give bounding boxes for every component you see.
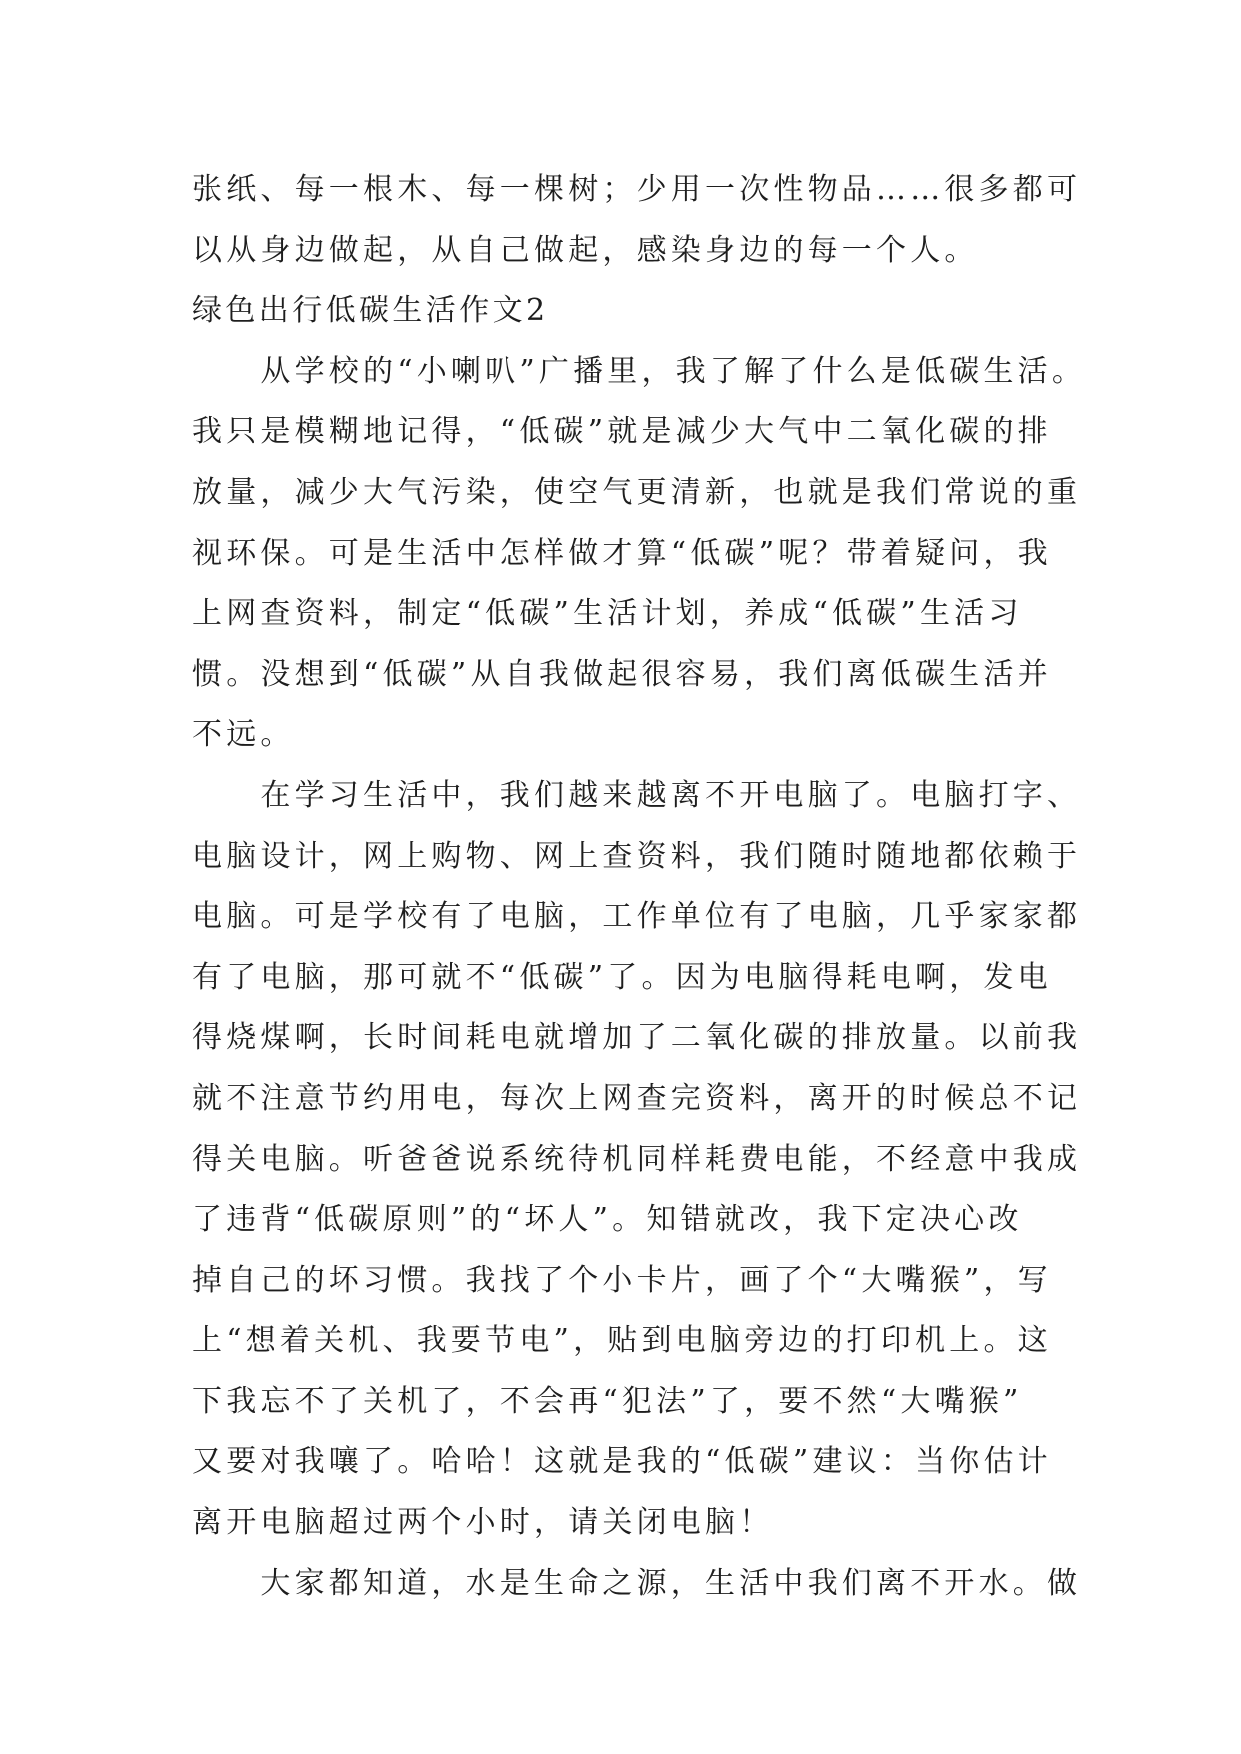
text-line: 得关电脑。听爸爸说系统待机同样耗费电能，不经意中我成 [192,1141,1082,1177]
text-line: 了违背“低碳原则”的“坏人”。知错就改，我下定决心改 [192,1202,1023,1238]
text-line: 就不注意节约用电，每次上网查完资料，离开的时候总不记 [192,1080,1082,1116]
paragraph-first-line: 从学校的“小喇叭”广播里，我了解了什么是低碳生活。 [192,353,1087,389]
document-body [192,160,1087,1614]
text-line: 得烧煤啊，长时间耗电就增加了二氧化碳的排放量。以前我 [192,1020,1082,1056]
text-line: 放量，减少大气污染，使空气更清新，也就是我们常说的重 [192,474,1082,510]
text-line: 有了电脑，那可就不“低碳”了。因为电脑得耗电啊，发电 [192,959,1052,995]
paragraph-first-line: 大家都知道，水是生命之源，生活中我们离不开水。做 [192,1565,1082,1601]
text-line: 电脑设计，网上购物、网上查资料，我们随时随地都依赖于 [192,838,1082,874]
text-line: 以从身边做起，从自己做起，感染身边的每一个人。 [192,232,979,268]
text-line: 又要对我嚷了。哈哈！这就是我的“低碳”建议：当你估计 [192,1444,1052,1480]
text-line: 张纸、每一根木、每一棵树；少用一次性物品……很多都可 [192,172,1082,207]
text-line: 不远。 [192,717,295,753]
text-line: 上“想着关机、我要节电”，贴到电脑旁边的打印机上。这 [192,1323,1052,1359]
text-line: 下我忘不了关机了，不会再“犯法”了，要不然“大嘴猴” [192,1383,1023,1419]
text-line: 电脑。可是学校有了电脑，工作单位有了电脑，几乎家家都 [192,899,1082,935]
text-line: 视环保。可是生活中怎样做才算“低碳”呢？带着疑问，我 [192,535,1052,571]
section-heading: 绿色出行低碳生活作文2 [192,293,549,329]
text-line: 我只是模糊地记得，“低碳”就是减少大气中二氧化碳的排 [192,414,1052,450]
text-line: 惯。没想到“低碳”从自我做起很容易，我们离低碳生活并 [192,656,1052,692]
text-line: 离开电脑超过两个小时，请关闭电脑！ [192,1505,774,1541]
paragraph-first-line: 在学习生活中，我们越来越离不开电脑了。电脑打字、 [192,777,1082,813]
text-line: 上网查资料，制定“低碳”生活计划，养成“低碳”生活习 [192,596,1023,632]
text-line: 掉自己的坏习惯。我找了个小卡片，画了个“大嘴猴”，写 [192,1262,1052,1298]
